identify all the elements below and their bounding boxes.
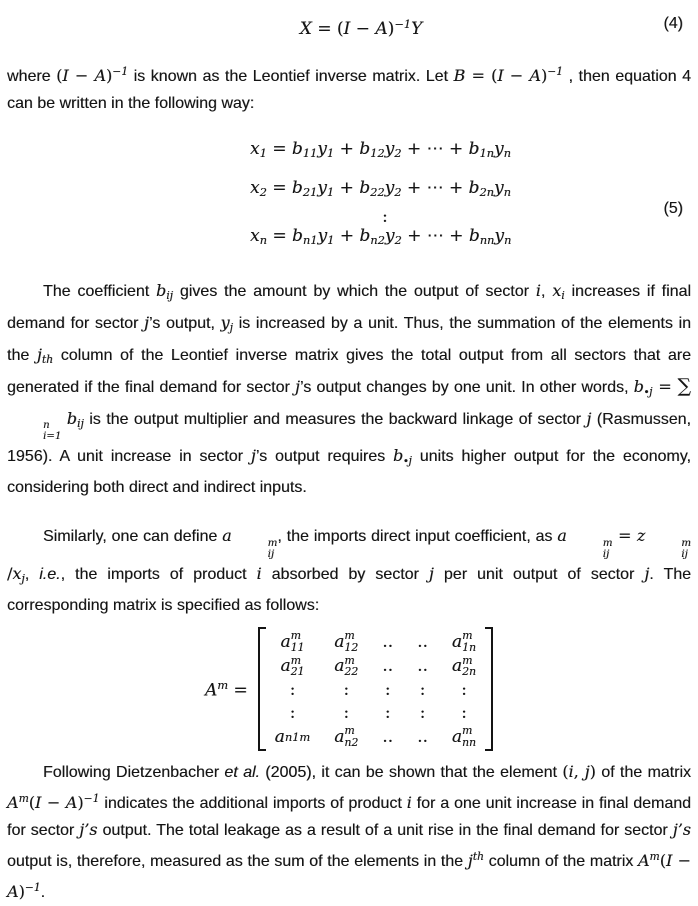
matrix-cell: a m 2n (451, 653, 476, 679)
matrix-cell: .. (417, 726, 428, 747)
matrix-grid (266, 627, 485, 751)
paragraph-leontief-inverse: where $(I - A)^{-1}$ is known as the Leontief inverse matrix. Let $B = (I - A)^{-1}$ , then equation 4 can be written in the following way: (7, 65, 692, 113)
matrix-cell: a m 1n (451, 629, 476, 654)
matrix-cell: : (419, 703, 426, 724)
equation-4-number: (4) (663, 15, 683, 32)
matrix-cell: : (419, 680, 426, 701)
equation-5-vertical-dots: : (382, 206, 388, 227)
matrix-cell: : (384, 680, 391, 701)
matrix-left-bracket (258, 627, 266, 751)
paragraph-total-leakage: Following Dietzenbacher et al. (2005), it can be shown that the element (i, j) of the matrix $A^m(I - A)^{-1}$ indicates the additional imports of product i for a one unit increase in final demand for sector j’s output. The total leakage as a result of a unit rise in the final demand for sector j’s output is, therefore, measured as the sum of the elements in the $j^{th}$ column of the matrix $A^m(I - A)^{-1}$. (7, 762, 692, 902)
equation-4-content: $X = (I - A)^{-1}Y$ (299, 17, 423, 40)
equation-display-5 (7, 136, 691, 253)
matrix-cell: a m n2 (334, 724, 359, 749)
matrix-cell: a m nn (451, 724, 477, 749)
equation-display-4 (7, 12, 691, 42)
matrix-cell: a m 21 (280, 653, 305, 679)
matrix-cell: : (343, 703, 350, 724)
matrix-cell: a n1 m (274, 726, 311, 747)
matrix-cell: : (343, 680, 350, 701)
matrix-cell: .. (382, 631, 394, 652)
matrix-cell: a m 22 (334, 653, 359, 679)
matrix-cell: : (289, 680, 296, 701)
matrix-label: $A^m$ = (204, 678, 248, 701)
matrix-right-bracket (485, 627, 493, 751)
equation-5-line-n: $x_n = b_{n1}y_1 + b_{n2}y_2$ + ⋯ + $b_{nn}y_n$ (250, 225, 512, 247)
matrix-cell: a m 12 (334, 629, 359, 654)
matrix-cell: .. (382, 726, 394, 747)
matrix-cell: .. (417, 656, 428, 677)
matrix-cell: .. (382, 656, 394, 677)
matrix-equation (7, 627, 691, 751)
paragraph-imports-coefficient: Similarly, one can define a m ij , the imports direct input coefficient, as a m ij = z m ij $/x_j$, i.e., the imports of product i absorbed by sector j per unit output of sector j. The corresponding matrix is specified as follows: (7, 526, 692, 615)
equation-5-number: (5) (663, 200, 683, 218)
matrix-cell: : (461, 703, 467, 724)
matrix-cell: : (384, 703, 391, 724)
equation-5-line-2: $x_2 = b_{21}y_1 + b_{22}y_2$ + ⋯ + $b_{2n}y_n$ (250, 178, 511, 200)
matrix-cell: : (289, 703, 296, 724)
equation-5-line-1: $x_1 = b_{11}y_1 + b_{12}y_2$ + ⋯ + $b_{1n}y_n$ (250, 139, 511, 161)
matrix-cell: .. (417, 631, 428, 652)
matrix-cell: a m 11 (280, 629, 305, 654)
paragraph-output-multiplier: The coefficient $b_{ij}$ gives the amount by which the output of sector i, $x_i$ increases if final demand for sector j’s output, $y_j$ is increased by a unit. Thus, the summation of the elements in the $j_{th}$ column of the Leontief inverse matrix gives the total output from all sectors that are generated if the final demand for sector j’s output changes by one unit. In other words, $b_{\cdot j}$ = ∑ n i=1 $b_{ij}$ is the output multiplier and measures the backward linkage of sector j (Rasmussen, 1956). A unit increase in sector j’s output requires $b_{\cdot j}$ units higher output for the economy, considering both direct and indirect inputs. (7, 280, 692, 497)
matrix-cell: : (461, 680, 467, 701)
